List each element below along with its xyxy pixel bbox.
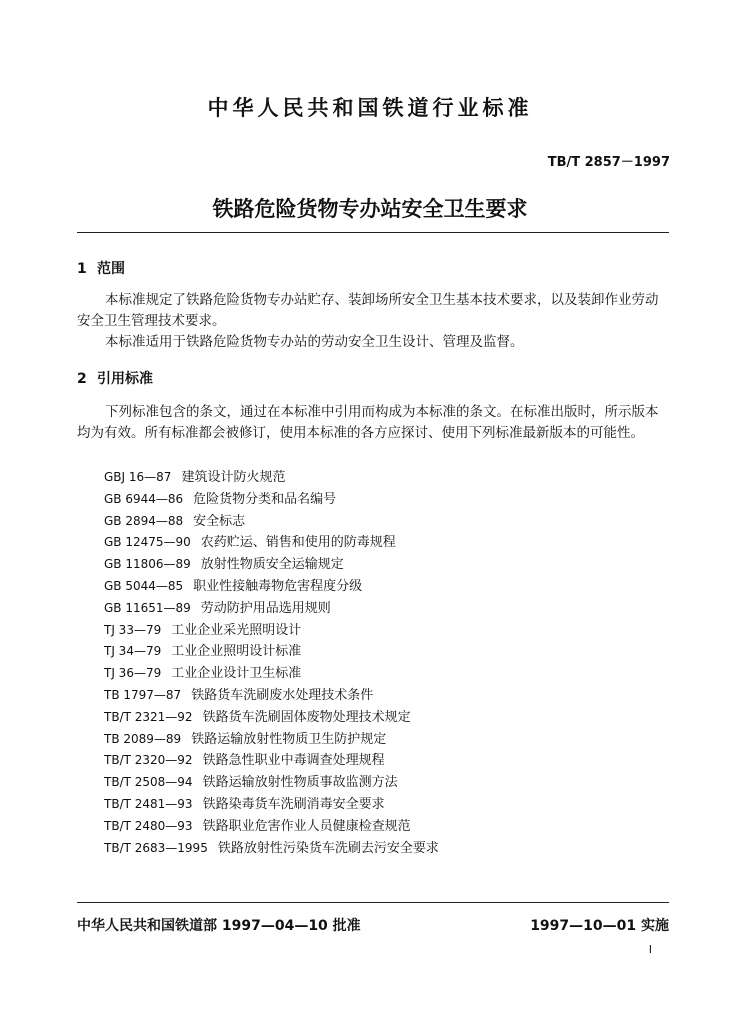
reference-code: TJ 34—79	[104, 644, 162, 659]
reference-name: 建筑设计防火规范	[181, 470, 286, 485]
reference-code: GB 6944—86	[104, 491, 184, 506]
reference-code: TB 1797—87	[104, 688, 182, 702]
approval-line: 中华人民共和国铁道部 1997—04—10 批准	[77, 918, 361, 934]
reference-name: 工业企业照明设计标准	[171, 644, 302, 660]
reference-item	[104, 706, 411, 725]
section-2-title: 引用标准	[97, 371, 153, 387]
section-1-heading	[77, 258, 125, 278]
section-2-paragraph-1: 下列标准包含的条文，通过在本标准中引用而构成为本标准的条文。在标准出版时，所示版本均为有效。所有标准都会被修订，使用本标准的各方应探讨、使用下列标准最新版本的可能性。	[77, 404, 659, 441]
reference-name: 铁路职业危害作业人员健康检查规范	[202, 818, 411, 834]
section-2-heading	[77, 368, 153, 388]
reference-item	[104, 575, 362, 594]
reference-name: 铁路染毒货车洗刷消毒安全要求	[202, 797, 385, 812]
reference-item	[104, 488, 336, 507]
section-1-paragraph-2: 本标准适用于铁路危险货物专办站的劳动安全卫生设计、管理及监督。	[105, 334, 524, 350]
reference-item	[104, 619, 301, 638]
standard-category-header: 中华人民共和国铁道行业标准	[207, 96, 533, 120]
reference-code: TB/T 2321—92	[104, 709, 193, 724]
reference-name: 铁路运输放射性物质卫生防护规定	[191, 731, 387, 747]
reference-name: 铁路运输放射性物质事故监测方法	[202, 775, 398, 791]
reference-item	[104, 815, 411, 834]
reference-item	[104, 728, 386, 747]
reference-name: 铁路货车洗刷废水处理技术条件	[191, 688, 374, 703]
page-number: I	[648, 943, 652, 956]
reference-code: GB 2894—88	[104, 513, 184, 528]
reference-code: GB 11806—89	[104, 557, 191, 572]
reference-item	[104, 640, 301, 659]
reference-code: TB/T 2480—93	[104, 818, 193, 833]
footer-divider	[77, 902, 669, 903]
reference-name: 劳动防护用品选用规则	[200, 600, 331, 616]
reference-item	[104, 597, 331, 616]
reference-name: 铁路货车洗刷固体废物处理技术规定	[202, 709, 411, 725]
reference-code: TB 2089—89	[104, 731, 182, 746]
reference-item	[104, 793, 385, 812]
reference-name: 农药贮运、销售和使用的防毒规程	[200, 535, 396, 551]
reference-code: TB/T 2508—94	[104, 775, 193, 790]
section-1-number: 1	[77, 261, 87, 277]
document-title: 铁路危险货物专办站安全卫生要求	[212, 197, 528, 221]
reference-name: 危险货物分类和品名编号	[193, 491, 337, 507]
reference-name: 工业企业采光照明设计	[171, 622, 302, 638]
reference-item	[104, 684, 373, 703]
reference-item	[104, 749, 385, 768]
reference-item	[104, 466, 285, 485]
reference-name: 放射性物质安全运输规定	[200, 557, 344, 573]
effective-date-line: 1997—10—01 实施	[530, 918, 669, 934]
reference-name: 铁路急性职业中毒调查处理规程	[202, 753, 385, 769]
section-1-paragraph-1: 本标准规定了铁路危险货物专办站贮存、装卸场所安全卫生基本技术要求，以及装卸作业劳动安全卫生管理技术要求。	[77, 292, 659, 329]
title-divider	[77, 232, 669, 233]
reference-item	[104, 771, 398, 790]
section-1-title: 范围	[97, 261, 125, 277]
reference-name: 铁路放射性污染货车洗刷去污安全要求	[217, 840, 439, 856]
reference-item	[104, 837, 439, 856]
reference-code: GB 11651—89	[104, 600, 191, 615]
reference-code: TJ 33—79	[104, 622, 162, 637]
reference-name: 安全标志	[193, 513, 246, 529]
reference-item	[104, 510, 245, 529]
reference-code: TJ 36—79	[104, 666, 162, 681]
reference-code: GBJ 16—87	[104, 470, 172, 484]
reference-name: 工业企业设计卫生标准	[171, 666, 302, 682]
section-2-number: 2	[77, 371, 87, 387]
reference-code: TB/T 2320—92	[104, 753, 193, 768]
reference-item	[104, 662, 301, 681]
reference-item	[104, 531, 396, 550]
standard-code: TB/T 2857－1997	[547, 155, 670, 170]
reference-code: TB/T 2481—93	[104, 797, 193, 811]
reference-name: 职业性接触毒物危害程度分级	[193, 579, 363, 594]
reference-code: TB/T 2683—1995	[104, 840, 208, 855]
reference-item	[104, 553, 344, 572]
reference-code: GB 5044—85	[104, 579, 184, 593]
reference-code: GB 12475—90	[104, 535, 191, 550]
